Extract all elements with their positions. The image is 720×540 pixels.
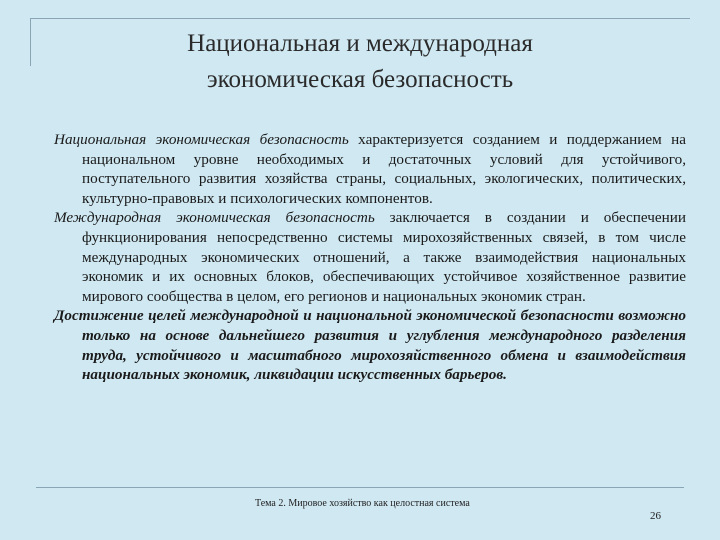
term-national: Национальная экономическая безопасность (54, 131, 349, 148)
paragraph-international-text: заключается в создании и обеспечении функционирования непосредственно системы мирохозяйственных связей, в том числе международных экономических отношений, а также взаимодействия национальных экономик и их основных блоков, обеспечивающих устойчивое хозяйственное развитие мирового сообщества в целом, его регионов и национальных экономик стран. (82, 209, 687, 305)
frame-left-line (30, 18, 31, 66)
paragraph-international (54, 208, 686, 306)
title-line-1: Национальная и международная (187, 30, 533, 57)
paragraph-national-text: характеризуется созданием и поддержанием на национальном уровне необходимых и достаточных условий для устойчивого, поступательного развития хозяйства страны, социальных, экологических, политических, культурно-правовых и психологических компонентов. (82, 131, 686, 207)
paragraph-conclusion: Достижение целей международной и национальной экономической безопасности возможно только на основе дальнейшего развития и углубления международного разделения труда, устойчивого и масштабного мирохозяйственного обмена и взаимодействия национальных экономик, ликвидации искусственных барьеров. (54, 307, 686, 384)
term-international: Международная экономическая безопасность (54, 209, 375, 227)
slide-title (60, 26, 660, 98)
frame-top-line (30, 18, 690, 19)
footer-divider (36, 487, 684, 488)
footer-topic: Тема 2. Мировое хозяйство как целостная система (255, 498, 470, 509)
title-line-2: экономическая безопасность (206, 66, 514, 93)
paragraph-national (54, 130, 686, 208)
page-number: 26 (650, 510, 661, 522)
slide-body (54, 130, 686, 385)
